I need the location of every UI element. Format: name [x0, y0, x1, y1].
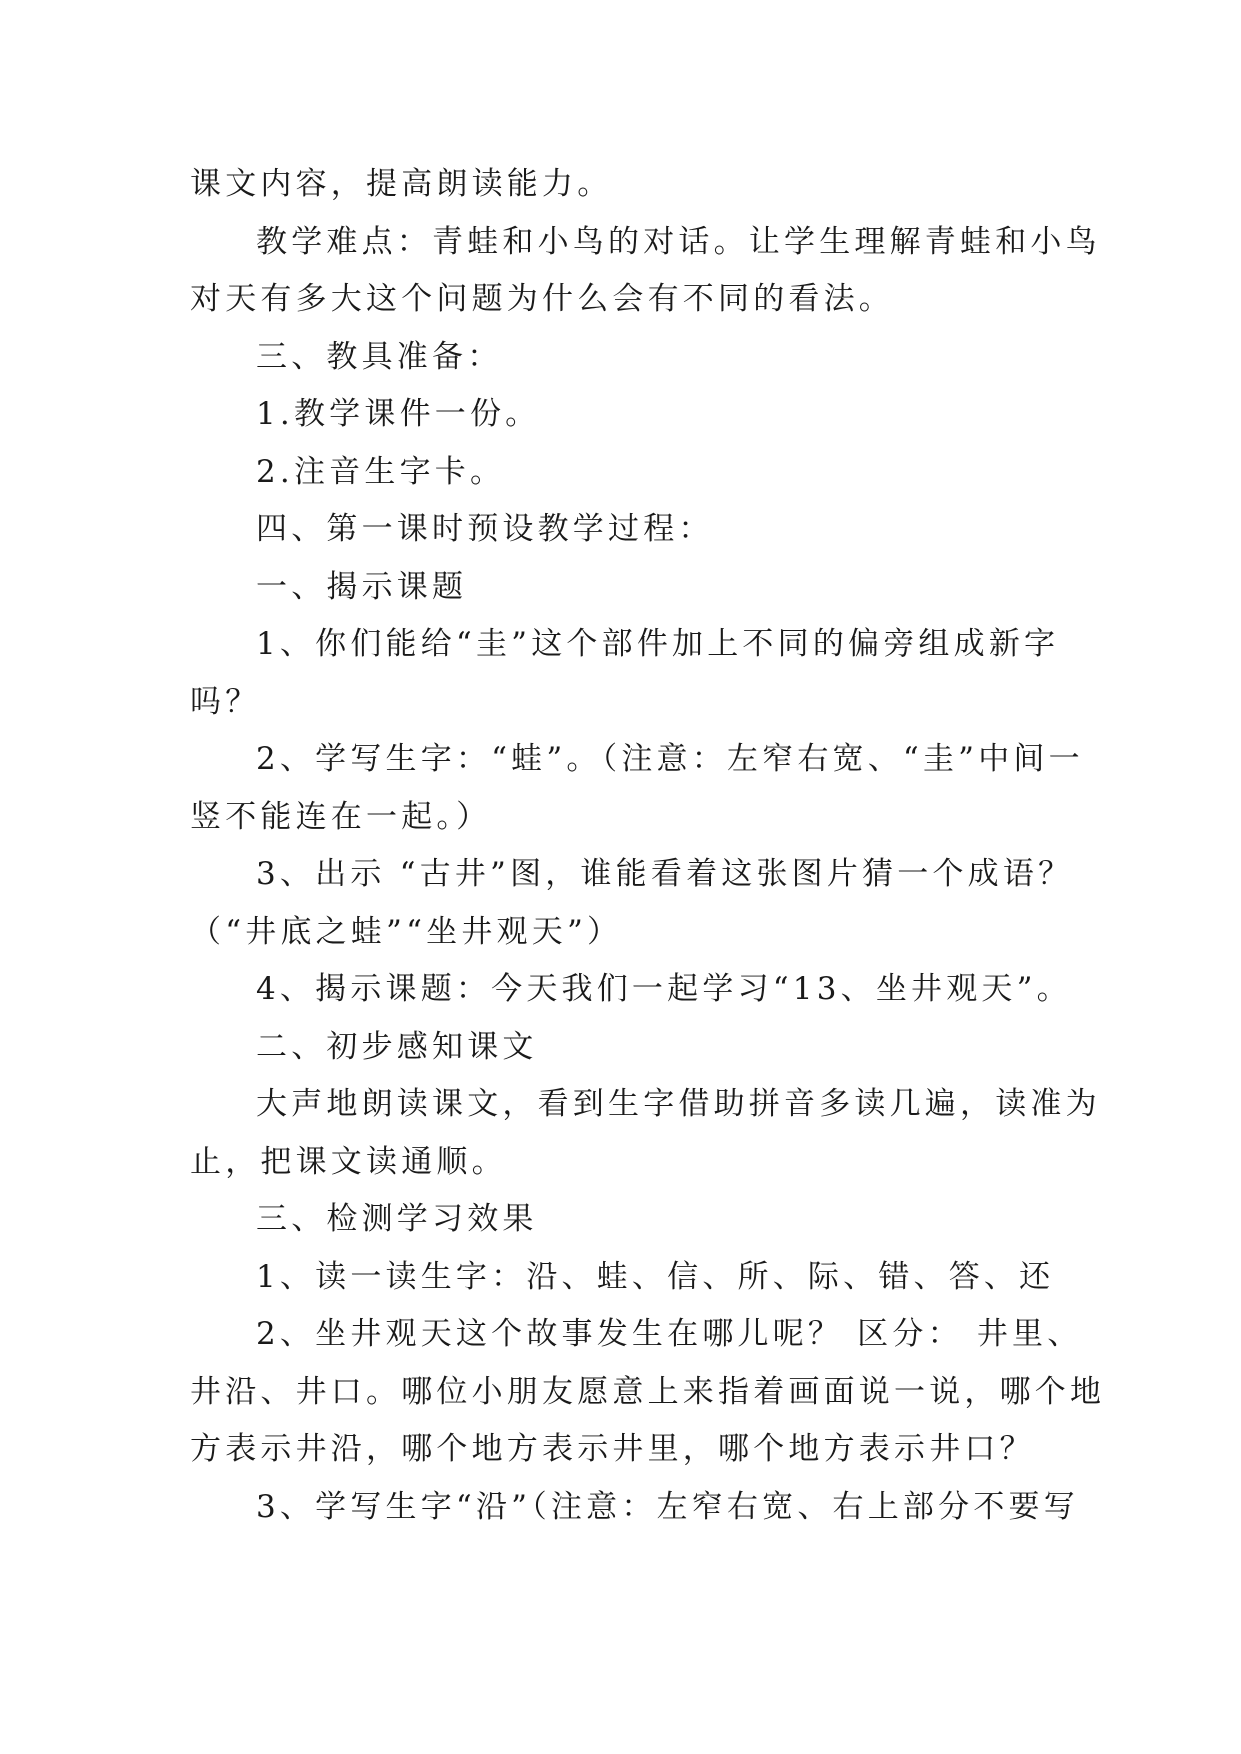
text-line: （“井底之蛙”“坐井观天”） — [190, 914, 623, 950]
list-item: 1、读一读生字：沿、蛙、信、所、际、错、答、还 — [256, 1259, 1055, 1295]
text-line: 对天有多大这个问题为什么会有不同的看法。 — [190, 281, 894, 317]
list-item: 3、学写生字“沿”（注意：左窄右宽、右上部分不要写 — [256, 1489, 1079, 1525]
text-line: 课文内容，提高朗读能力。 — [190, 166, 613, 202]
list-item: 2.注音生字卡。 — [256, 454, 506, 490]
list-item: 2、坐井观天这个故事发生在哪儿呢？ 区分： 井里、 — [256, 1316, 1083, 1352]
text-line: 方表示井沿，哪个地方表示井里，哪个地方表示井口？ — [190, 1431, 1035, 1467]
list-item: 3、出示 “古井”图，谁能看着这张图片猜一个成语？ — [256, 856, 1074, 892]
text-line: 竖不能连在一起。） — [190, 799, 492, 835]
list-item: 4、揭示课题：今天我们一起学习“13、坐井观天”。 — [256, 971, 1072, 1007]
text-line: 止，把课文读通顺。 — [190, 1144, 507, 1180]
text-line: 教学难点：青蛙和小鸟的对话。让学生理解青蛙和小鸟 — [256, 224, 1101, 260]
section-heading: 一、揭示课题 — [256, 569, 468, 605]
list-item: 1、你们能给“圭”这个部件加上不同的偏旁组成新字 — [256, 626, 1060, 662]
text-line: 吗？ — [190, 684, 261, 720]
text-line: 井沿、井口。哪位小朋友愿意上来指着画面说一说，哪个地 — [190, 1374, 1106, 1410]
section-heading: 四、第一课时预设教学过程： — [256, 511, 714, 547]
text-line: 大声地朗读课文，看到生字借助拼音多读几遍，读准为 — [256, 1086, 1101, 1122]
section-heading: 二、初步感知课文 — [256, 1029, 538, 1065]
section-heading: 三、检测学习效果 — [256, 1201, 538, 1237]
section-heading: 三、教具准备： — [256, 339, 503, 375]
list-item: 2、学写生字：“蛙”。（注意：左窄右宽、“圭”中间一 — [256, 741, 1084, 777]
list-item: 1.教学课件一份。 — [256, 396, 541, 432]
